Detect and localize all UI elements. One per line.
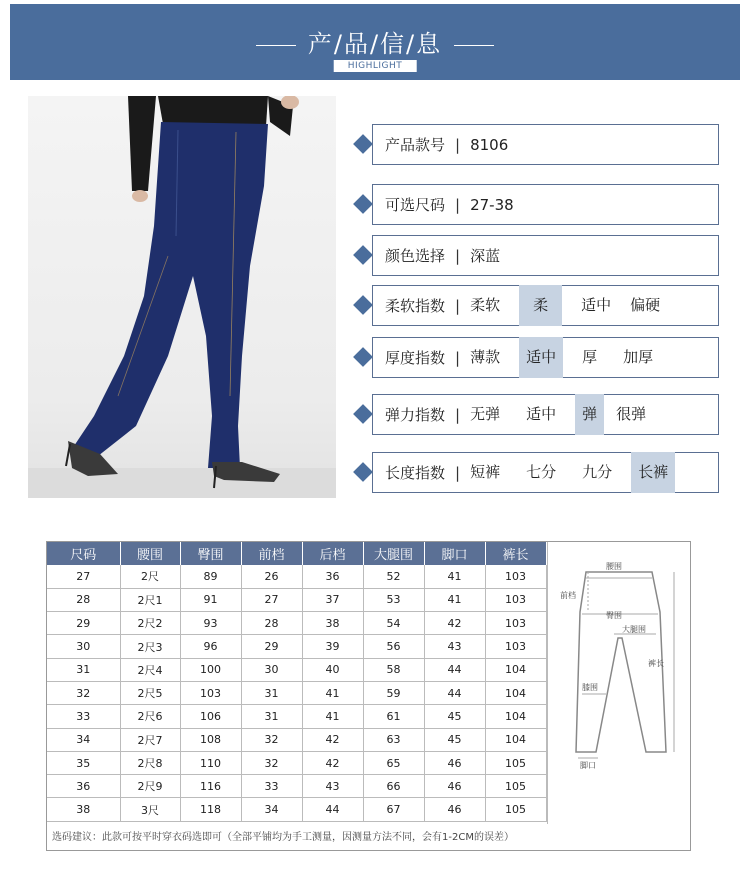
bullet-diamond-icon [353,462,373,482]
table-cell: 105 [485,798,546,821]
table-cell: 116 [180,775,241,798]
attr-value: 深蓝 [470,247,501,265]
table-cell: 31 [241,705,302,728]
option-hard: 偏硬 [630,296,661,314]
column-header: 臀围 [180,542,241,565]
table-cell: 32 [47,681,120,704]
table-cell: 2尺6 [120,705,180,728]
table-cell: 103 [485,565,546,588]
table-row [47,588,546,611]
table-row [47,705,546,728]
table-cell: 89 [180,565,241,588]
column-header: 脚口 [424,542,485,565]
attr-row-softness [372,285,719,326]
table-cell: 27 [241,588,302,611]
table-cell: 56 [363,635,424,658]
attr-separator: | [455,463,461,482]
table-cell: 36 [302,565,363,588]
table-cell: 29 [241,635,302,658]
option-selected: 长裤 [631,452,675,493]
table-cell: 41 [424,565,485,588]
attr-label: 颜色选择 [385,247,446,265]
table-cell: 42 [302,728,363,751]
option-medium: 适中 [526,405,557,423]
table-cell: 91 [180,588,241,611]
table-cell: 66 [363,775,424,798]
table-cell: 104 [485,658,546,681]
table-cell: 27 [47,565,120,588]
attr-row-stretch [372,394,719,435]
attr-row-style-number [372,124,719,165]
bullet-diamond-icon [353,134,373,154]
size-table-body [47,565,546,821]
table-cell: 32 [241,751,302,774]
attr-separator: | [455,135,461,154]
attr-value: 27-38 [470,195,514,214]
diagram-label: 大腿围 [622,625,646,634]
attr-separator: | [455,348,461,367]
table-cell: 41 [302,705,363,728]
attr-label: 产品款号 [385,136,446,154]
attr-row-length [372,452,719,493]
table-cell: 31 [47,658,120,681]
table-cell: 2尺3 [120,635,180,658]
table-cell: 2尺 [120,565,180,588]
attr-label: 长度指数 [385,464,446,482]
table-cell: 100 [180,658,241,681]
table-cell: 28 [47,588,120,611]
table-cell: 46 [424,775,485,798]
diagram-label: 臀围 [606,611,622,620]
table-row [47,565,546,588]
table-cell: 103 [485,612,546,635]
option-capri: 七分 [526,463,557,481]
table-cell: 110 [180,751,241,774]
table-cell: 103 [180,681,241,704]
table-cell: 46 [424,798,485,821]
table-cell: 103 [485,588,546,611]
table-cell: 43 [302,775,363,798]
table-cell: 2尺5 [120,681,180,704]
column-header: 腰围 [120,542,180,565]
size-chart [46,541,691,851]
table-row [47,658,546,681]
table-cell: 2尺9 [120,775,180,798]
table-cell: 104 [485,705,546,728]
table-cell: 2尺8 [120,751,180,774]
diagram-label: 前档 [560,591,576,600]
attr-label: 弹力指数 [385,406,446,424]
table-cell: 59 [363,681,424,704]
table-cell: 33 [47,705,120,728]
table-cell: 61 [363,705,424,728]
table-row [47,612,546,635]
page-title: 产/品/信/息 [307,30,443,58]
table-cell: 106 [180,705,241,728]
table-cell: 38 [302,612,363,635]
attr-label: 厚度指数 [385,349,446,367]
option-shorts: 短裤 [470,463,501,481]
table-cell: 54 [363,612,424,635]
table-cell: 34 [241,798,302,821]
table-cell: 44 [302,798,363,821]
table-cell: 33 [241,775,302,798]
trouser-diagram-icon [548,542,692,824]
attr-separator: | [455,296,461,315]
table-cell: 28 [241,612,302,635]
attr-separator: | [455,405,461,424]
table-cell: 36 [47,775,120,798]
table-cell: 2尺4 [120,658,180,681]
table-cell: 41 [424,588,485,611]
table-cell: 118 [180,798,241,821]
banner-title-row [10,24,740,59]
title-line-left [256,45,296,46]
bullet-diamond-icon [353,245,373,265]
attr-row-thickness [372,337,719,378]
table-cell: 38 [47,798,120,821]
bullet-diamond-icon [353,194,373,214]
table-row [47,798,546,821]
table-cell: 3尺 [120,798,180,821]
table-cell: 35 [47,751,120,774]
table-cell: 32 [241,728,302,751]
title-line-right [454,45,494,46]
table-cell: 105 [485,775,546,798]
table-cell: 34 [47,728,120,751]
attr-value: 8106 [470,135,509,154]
option-extra-thick: 加厚 [623,348,654,366]
table-cell: 93 [180,612,241,635]
table-cell: 53 [363,588,424,611]
table-cell: 31 [241,681,302,704]
header-banner [10,4,740,80]
table-cell: 44 [424,681,485,704]
table-row [47,635,546,658]
option-no-stretch: 无弹 [470,405,501,423]
table-cell: 42 [302,751,363,774]
table-cell: 43 [424,635,485,658]
attr-row-sizes [372,184,719,225]
column-header: 尺码 [47,542,120,565]
attr-label: 柔软指数 [385,297,446,315]
attr-row-color [372,235,719,276]
table-cell: 58 [363,658,424,681]
table-cell: 2尺7 [120,728,180,751]
table-cell: 37 [302,588,363,611]
table-cell: 29 [47,612,120,635]
table-cell: 42 [424,612,485,635]
option-selected: 适中 [519,337,563,378]
column-header: 大腿围 [363,542,424,565]
option-selected: 弹 [575,394,604,435]
table-cell: 96 [180,635,241,658]
diagram-label: 脚口 [580,761,596,770]
option-medium: 适中 [581,296,612,314]
attr-label: 可选尺码 [385,196,446,214]
table-cell: 104 [485,681,546,704]
table-cell: 63 [363,728,424,751]
measurement-diagram [547,542,691,824]
table-row [47,681,546,704]
page-subtitle: HIGHLIGHT [334,60,417,72]
table-cell: 105 [485,751,546,774]
column-header: 前档 [241,542,302,565]
table-cell: 44 [424,658,485,681]
table-cell: 104 [485,728,546,751]
column-header: 后档 [302,542,363,565]
table-cell: 108 [180,728,241,751]
option-ankle: 九分 [582,463,613,481]
table-row [47,775,546,798]
bullet-diamond-icon [353,347,373,367]
attr-separator: | [455,246,461,265]
attr-separator: | [455,195,461,214]
table-cell: 30 [241,658,302,681]
size-note: 选码建议：此款可按平时穿衣码选即可（全部平铺均为手工测量，因测量方法不同，会有1-2CM的误差） [52,832,514,843]
table-cell: 52 [363,565,424,588]
table-cell: 2尺2 [120,612,180,635]
table-header-row [47,542,546,565]
diagram-label: 裤长 [648,659,664,668]
table-cell: 41 [302,681,363,704]
option-soft: 柔软 [470,296,501,314]
option-high-stretch: 很弹 [616,405,647,423]
column-header: 裤长 [485,542,546,565]
table-cell: 2尺1 [120,588,180,611]
table-cell: 30 [47,635,120,658]
diagram-label: 腰围 [606,562,622,571]
table-cell: 103 [485,635,546,658]
table-cell: 46 [424,751,485,774]
table-cell: 65 [363,751,424,774]
table-cell: 45 [424,705,485,728]
diagram-label: 膝围 [582,683,598,692]
product-photo [28,96,336,498]
table-cell: 67 [363,798,424,821]
option-thick: 厚 [582,348,598,366]
table-cell: 39 [302,635,363,658]
bullet-diamond-icon [353,295,373,315]
table-row [47,751,546,774]
bullet-diamond-icon [353,404,373,424]
table-row [47,728,546,751]
option-selected: 柔 [519,285,562,326]
table-cell: 45 [424,728,485,751]
option-thin: 薄款 [470,348,501,366]
size-table [47,542,547,822]
jeans-illustration [28,96,336,498]
table-cell: 26 [241,565,302,588]
table-cell: 40 [302,658,363,681]
